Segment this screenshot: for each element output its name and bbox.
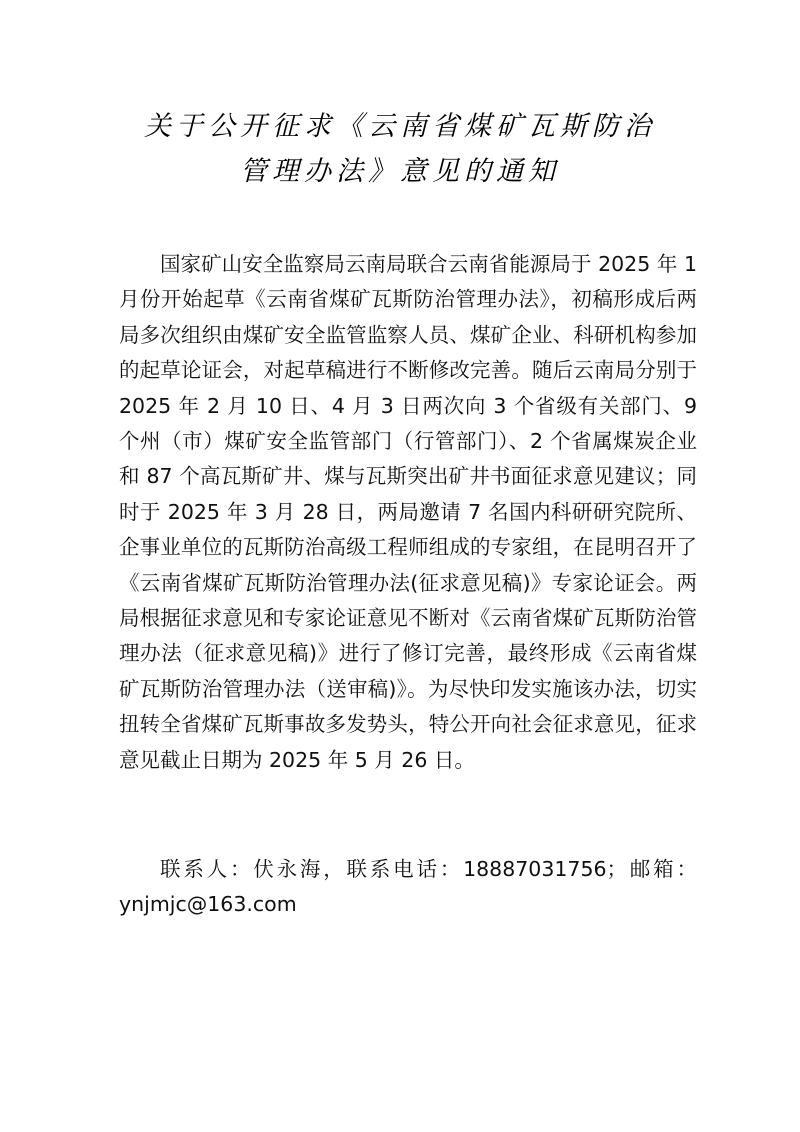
document-title-line-2: 管理办法》意见的通知 [240,156,560,187]
contact-info [119,852,697,923]
contact-label: 联系人：伏永海，联系电话：18887031756；邮箱： [160,857,697,881]
notice-body-paragraph: 国家矿山安全监察局云南局联合云南省能源局于 2025 年 1 月份开始起草《云南省煤矿瓦斯防治管理办法》，初稿形成后两局多次组织由煤矿安全监管监察人员、煤矿企业、科研机构参加的起草论证会，对起草稿进行不断修改完善。随后云南局分别于 2025 年 2 月 10 日、4 月 3 日两次向 3 个省级有关部门、9 个州（市）煤矿安全监管部门（行管部门）、2 个省属煤炭企业和 87 个高瓦斯矿井、煤与瓦斯突出矿井书面征求意见建议；同时于 2025 年 3 月 28 日，两局邀请 7 名国内科研研究院所、企事业单位的瓦斯防治高级工程师组成的专家组，在昆明召开了《云南省煤矿瓦斯防治管理办法(征求意见稿)》专家论证会。两局根据征求意见和专家论证意见不断对《云南省煤矿瓦斯防治管理办法（征求意见稿)》进行了修订完善，最终形成《云南省煤矿瓦斯防治管理办法（送审稿)》。为尽快印发实施该办法，切实扭转全省煤矿瓦斯事故多发势头，特公开向社会征求意见，征求意见截止日期为 2025 年 5 月 26 日。 [119,252,697,772]
document-title-line-1: 关于公开征求《云南省煤矿瓦斯防治 [144,111,656,142]
contact-email: ynjmjc@163.com [119,892,297,917]
